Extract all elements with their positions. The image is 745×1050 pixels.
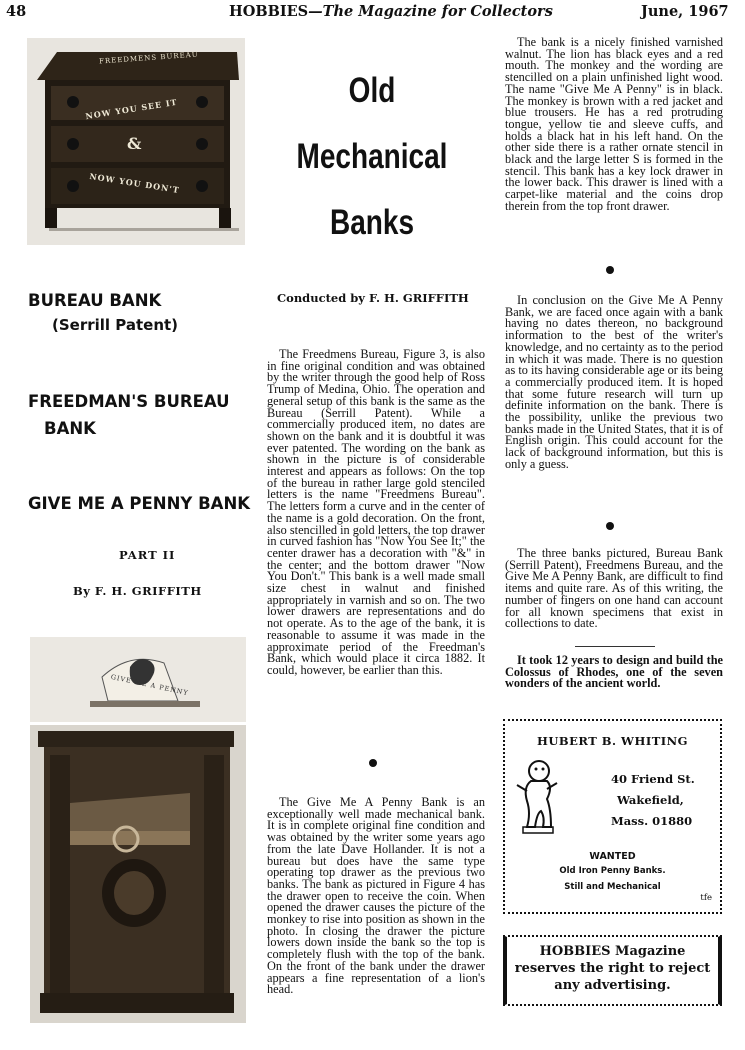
byline: By F. H. GRIFFITH — [73, 584, 202, 598]
section-bullet — [369, 759, 377, 767]
paragraph-rarity: The three banks pictured, Bureau Bank (Serrill Patent), Freedmens Bureau, and the Give Me A Penny Bank, are difficult to find items and quite rare. As of this writing, the number of fingers on one hand can account for all known specimens that exist in collections to date. — [505, 546, 723, 631]
ad-line-2: Still and Mechanical — [564, 882, 661, 892]
notice-line-1: HOBBIES Magazine — [539, 944, 686, 959]
ad-hobbies-notice — [503, 935, 722, 1006]
heading-freedmans-bureau: FREEDMAN'S BUREAU — [28, 392, 230, 411]
conducted-by: Conducted by F. H. GRIFFITH — [277, 291, 469, 305]
title-line-2: Mechanical — [296, 137, 448, 176]
drawer-lettering-bottom: NOW YOU DON'T — [88, 170, 181, 196]
title-line-1: Old — [348, 71, 396, 110]
penny-bank-sign-photo — [30, 637, 246, 722]
heading-serrill-patent: (Serrill Patent) — [52, 316, 179, 334]
paragraph-conclusion: In conclusion on the Give Me A Penny Bank, we are faced once again with a bank having no dates thereon, no background information to the best of the writer's knowledge, and no certainty as to the period in which it was made. There is no question as to its having considerable age or its being a commercially produced item. It is hoped that some future research will turn up definite information on the bank. There is the possibility, unlike the previous two banks made in the United States, that it is of English origin. This could account for the lack of background information, but this is only a guess. — [505, 293, 723, 471]
paragraph-give-me-a-penny: The Give Me A Penny Bank is an exceptionally well made mechanical bank. It is in complete original fine condition and was obtained by the writer some years ago from the late Dave Hollander. It is not a bureau but does have the same type operating top drawer as the previous two banks. The bank as pictured in Figure 4 has the drawer open to receive the coin. When opened the drawer causes the picture of the monkey to rise into position as shown in the photo. In closing the drawer the picture lowers down inside the bank so the top is completely flush with the top of the bank. On the front of the bank under the drawer appears a fine representation of a lion's head. — [267, 795, 485, 997]
article-title — [284, 58, 460, 256]
paragraph-freedmens-bureau: The Freedmens Bureau, Figure 3, is also in fine original condition and was obtained by the writer through the good help of Ross Trump of Medina, Ohio. The operation and general setup of this bank is the same as the Bureau (Serrill Patent). While a commercially produced item, no dates are shown on the bank and it is doubtful it was ever patented. The wording on the bank as shown in the picture is of considerable interest and appears as follows: On the top of the bureau in rather large gold stenciled letters is the name "Freedmens Bureau". The letters form a curve and in the center of the name is a gold decoration. On the front, also stencilled in gold letters, the top drawer in curved fashion has "Now You See It;" the center drawer has a decoration with "&" in the center; and the bottom drawer "Now You Don't." This bank is a well made small size chest in walnut and finished appropriately in varnish and so on. The two lower drawers are representations and do not operate. As to the age of the bank, it is reasonable to assume it was made in the approximate period of the Freedman's Bank, which would place it circa 1882. It could, however, be earlier than this. — [267, 347, 485, 677]
ad-line-1: Old Iron Penny Banks. — [559, 866, 666, 876]
paragraph-bank-finish: The bank is a nicely finished varnished walnut. The lion has black eyes and a red mouth. The monkey and the wording are stencilled on a plain unfinished light wood. The name "Give Me A Penny" is in black. The monkey is brown with a red jacket and blue trousers. He has a red protruding tongue, yellow tie and sleeve cuffs, and holds a black hat in his left hand. On the other side there is a rather ornate stencil in black and the large letter S is formed in the stencil. This bank has a key lock drawer in the lower back. This drawer is lined with a carpet-like material and the coins drop therein from the top front drawer. — [505, 35, 723, 213]
notice-line-3: any advertising. — [554, 978, 671, 993]
mechanical-bank-figure-icon — [513, 757, 561, 837]
ad-street: 40 Friend St. — [611, 772, 695, 786]
drawer-ampersand: & — [127, 134, 142, 153]
page-number: 48 — [6, 3, 27, 20]
ad-hubert-whiting — [503, 719, 722, 914]
ad-city: Wakefield, — [617, 793, 684, 807]
title-line-3: Banks — [329, 203, 415, 242]
heading-freedmans-bank: BANK — [44, 419, 96, 438]
part-number: PART II — [119, 548, 176, 562]
running-header — [229, 3, 553, 20]
heading-bureau-bank: BUREAU BANK — [28, 291, 162, 310]
penny-bank-photo — [30, 725, 246, 1023]
section-bullet — [606, 522, 614, 530]
notice-line-2: reserves the right to reject — [514, 961, 711, 976]
divider-rule — [575, 646, 655, 647]
issue-date: June, 1967 — [641, 3, 729, 20]
chest-top-lettering: FREEDMENS BUREAU — [98, 50, 199, 66]
filler-colossus: It took 12 years to design and build the Colossus of Rhodes, one of the seven wonders of the ancient world. — [505, 653, 723, 691]
heading-give-me-a-penny: GIVE ME A PENNY BANK — [28, 494, 251, 513]
magazine-name: HOBBIES — [229, 3, 309, 20]
drawer-lettering-top: NOW YOU SEE IT — [84, 96, 179, 122]
ad-code: tfe — [700, 893, 712, 903]
ad-wanted: WANTED — [589, 851, 636, 862]
ad-state: Mass. 01880 — [611, 814, 693, 828]
penny-sign-lettering: GIVE ME A PENNY — [110, 672, 190, 698]
ad-name: HUBERT B. WHITING — [537, 734, 688, 748]
freedmens-bureau-photo — [27, 38, 245, 245]
magazine-subtitle: —The Magazine for Collectors — [308, 3, 553, 20]
section-bullet — [606, 266, 614, 274]
